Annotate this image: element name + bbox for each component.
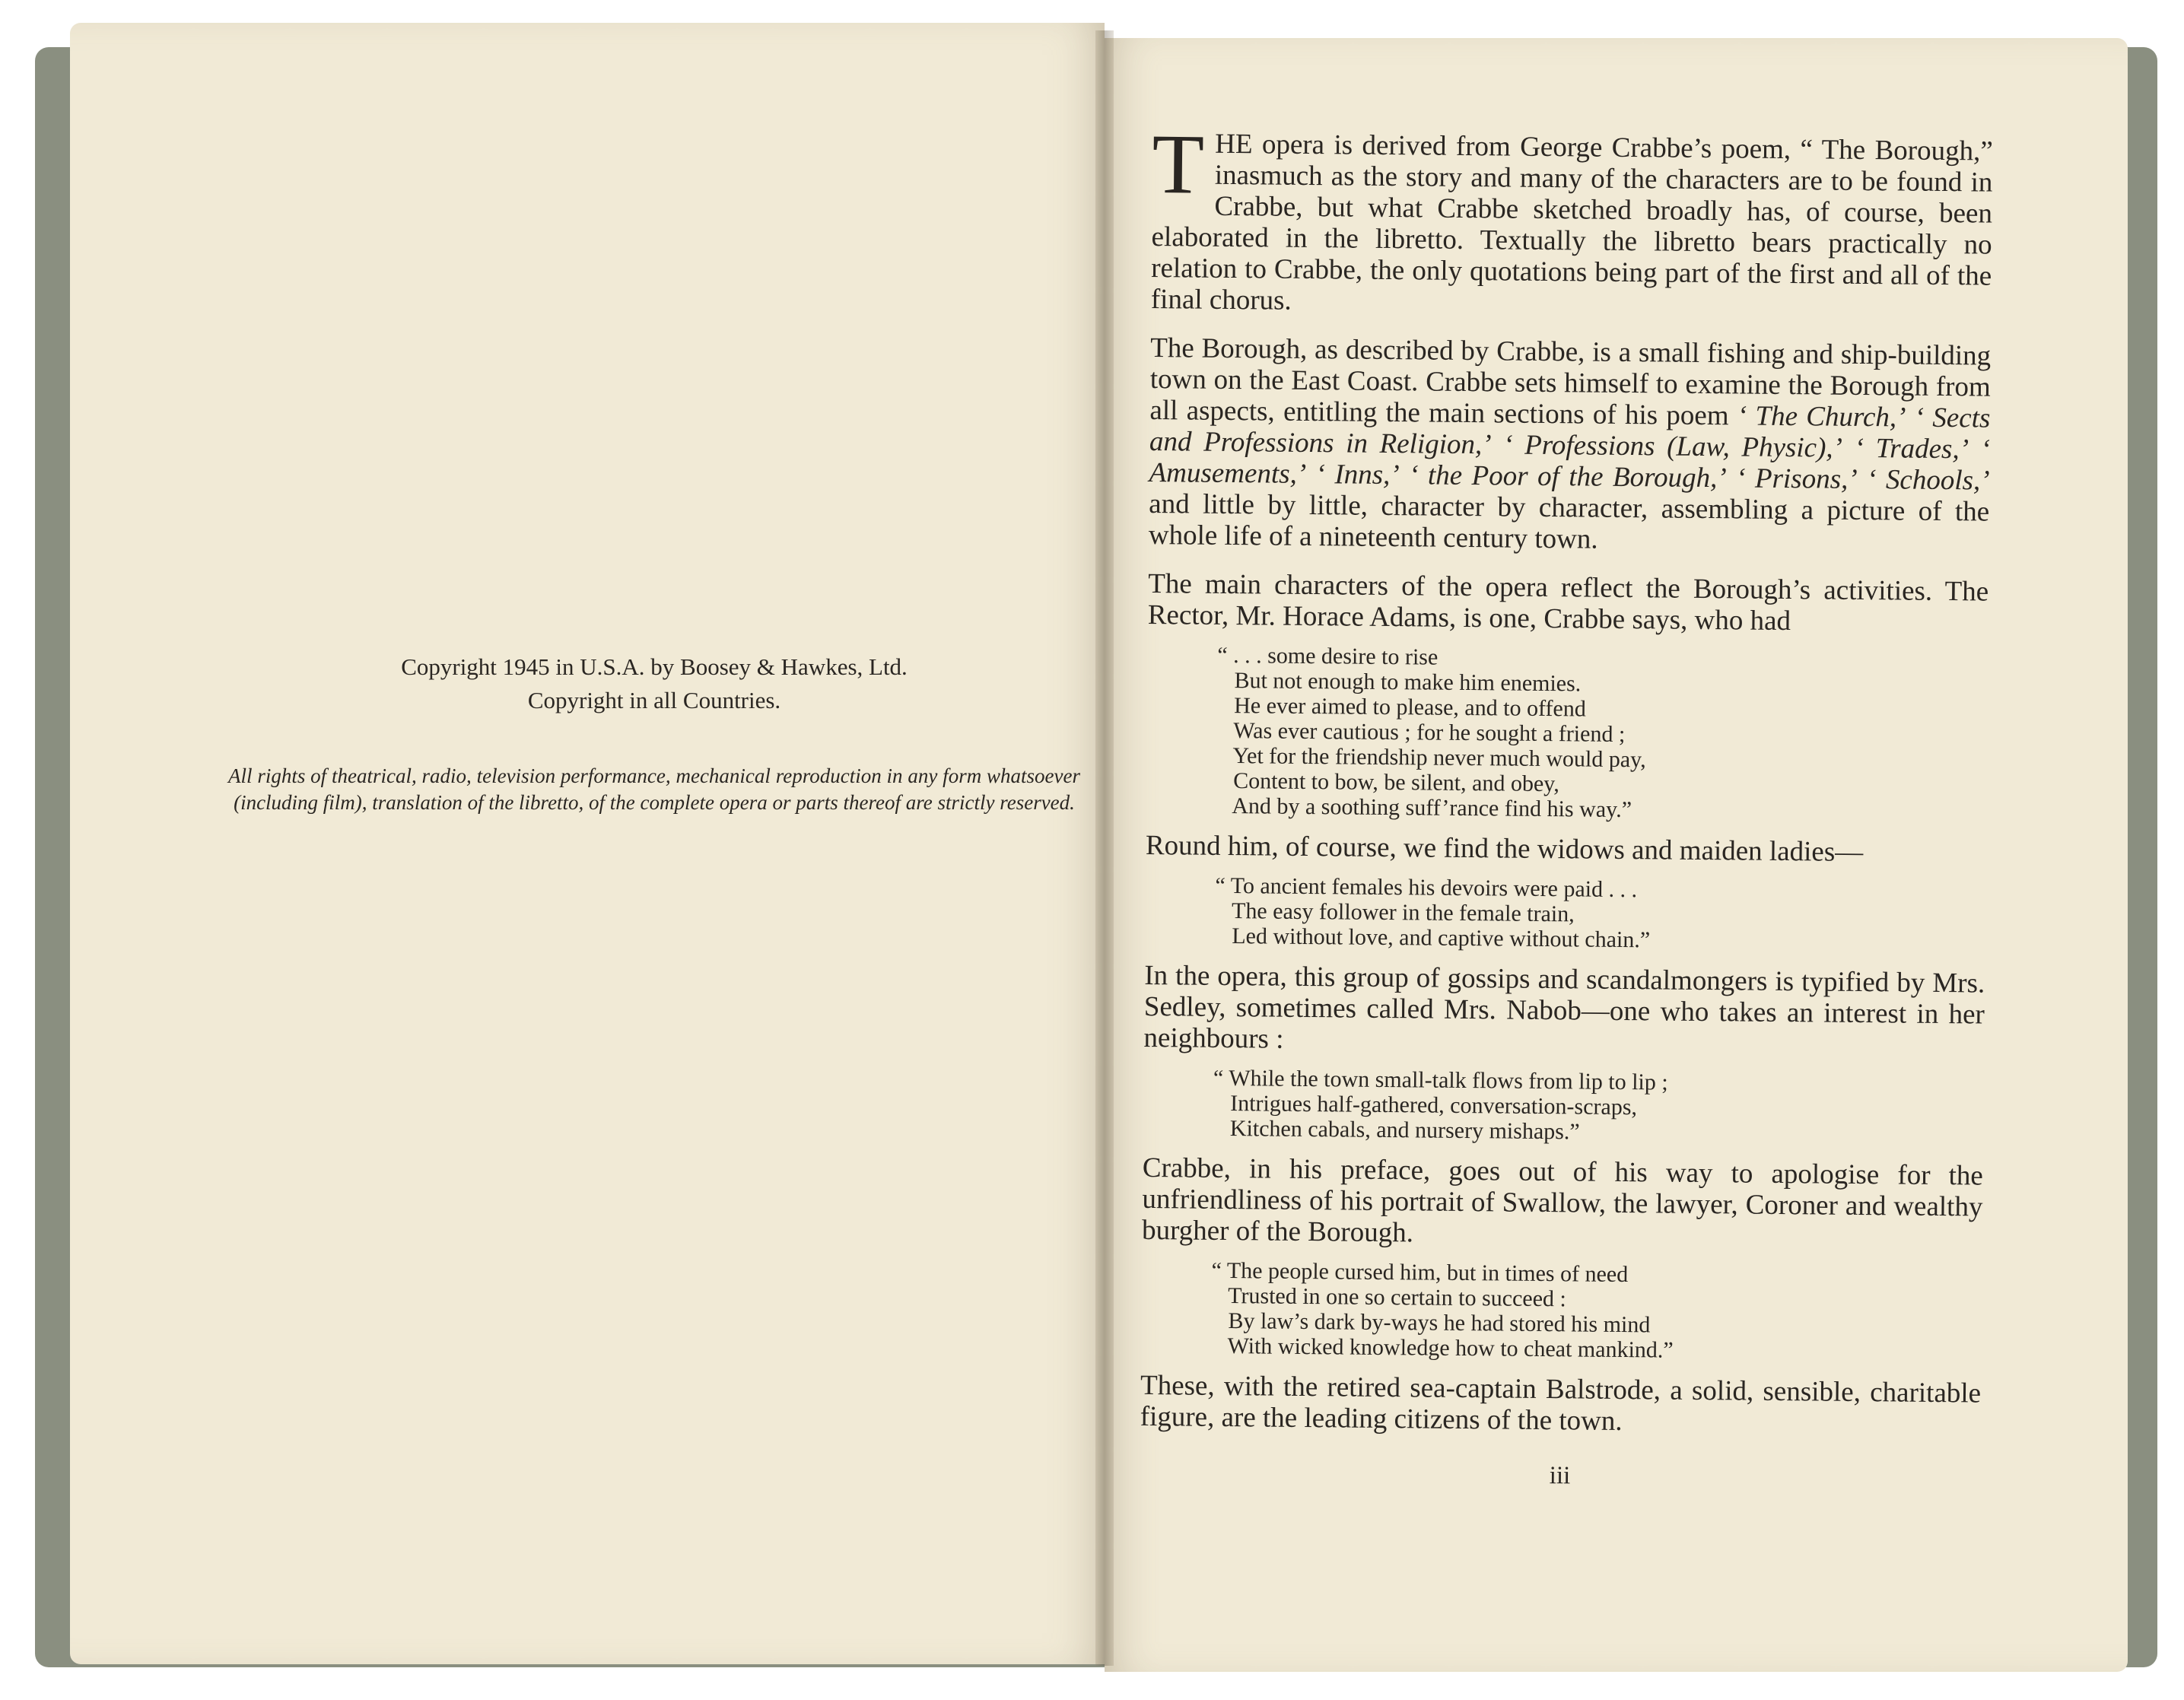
quote-lawyer [1210, 1258, 1982, 1366]
quote-line: “ . . . some desire to rise [1217, 642, 1439, 670]
quote-line: “ While the town small-talk flows from lip to lip ; [1213, 1065, 1668, 1095]
poem-section: ‘ Inns,’ [1315, 459, 1400, 491]
quote-line: With wicked knowledge how to cheat mankind.” [1210, 1333, 1674, 1363]
quote-smalltalk [1213, 1066, 1984, 1149]
quote-line: And by a soothing suff’rance find his way.” [1216, 793, 1632, 823]
paragraph-gossips: In the opera, this group of gossips and scandalmongers is typified by Mrs. Sedley, sometimes called Mrs. Nabob—one who takes an interest in her neighbours : [1143, 959, 1985, 1055]
poem-section: ‘ Amusements,’ [1149, 434, 1991, 490]
paragraph-intro [1150, 117, 1993, 323]
left-page [70, 23, 1105, 1664]
poem-section: ‘ The Church,’ [1737, 400, 1906, 434]
drop-cap: T [1151, 117, 1205, 212]
paragraph-swallow: Crabbe, in his preface, goes out of his way to apologise for the unfriendliness of his portrait of Swallow, the lawyer, Coroner and wealthy burgher of the Borough. [1141, 1152, 1984, 1249]
quote-line: The easy follower in the female train, [1214, 898, 1575, 927]
quote-females [1215, 873, 1986, 956]
rights-notice: All rights of theatrical, radio, television performance, mechanical reproduction in any form whatsoever (including film), translation of the libretto, of the complete opera or parts thereof are strictly reserved. [228, 764, 1080, 814]
quote-line: Led without love, and captive without chain.” [1214, 923, 1651, 953]
poem-section: ‘ Schools,’ [1866, 464, 1990, 497]
page-number: iii [1549, 1462, 1571, 1490]
poem-section: ‘ Prisons,’ [1736, 462, 1858, 495]
paragraph-balstrode: These, with the retired sea-captain Balstrode, a solid, sensible, charitable figure, are the leading citizens of the town. [1140, 1369, 1982, 1438]
paragraph-widows: Round him, of course, we find the widows and maiden ladies— [1145, 829, 1864, 869]
poem-section: ‘ Professions (Law, Physic),’ [1503, 429, 1843, 464]
quote-line: Content to bow, be silent, and obey, [1216, 767, 1559, 797]
quote-line: Trusted in one so certain to succeed : [1211, 1282, 1566, 1312]
quote-line: Yet for the friendship never much would pay, [1216, 742, 1646, 773]
book-gutter [1095, 30, 1114, 1666]
poem-section: ‘ the Poor of the Borough,’ [1409, 459, 1727, 494]
quote-line: “ To ancient females his devoirs were paid . . . [1215, 872, 1638, 903]
copyright-countries-line: Copyright in all Countries. [527, 687, 781, 713]
quote-line: But not enough to make him enemies. [1216, 667, 1582, 697]
quote-line: Was ever cautious ; for he sought a friend ; [1216, 717, 1626, 747]
quote-line: By law’s dark by-ways he had stored his mind [1210, 1308, 1651, 1338]
quote-line: Intrigues half-gathered, conversation-scraps, [1213, 1090, 1638, 1120]
quote-rector [1216, 643, 1988, 826]
copyright-line: Copyright 1945 in U.S.A. by Boosey & Hawkes, Ltd. [401, 653, 908, 680]
paragraph-borough-text: The Borough, as described by Crabbe, is a small fishing and ship-building town on the East Coast. Crabbe sets himself to examine the Borough from all aspects, entitling the main sections of his poem [1149, 332, 1992, 432]
copyright-block [228, 650, 1080, 816]
quote-line: Kitchen cabals, and nursery mishaps.” [1213, 1115, 1580, 1145]
poem-section: ‘ Trades,’ [1854, 432, 1969, 466]
paragraph-characters: The main characters of the opera reflect the Borough’s activities. The Rector, Mr. Horace Adams, is one, Crabbe says, who had [1147, 567, 1989, 637]
paragraph-intro-text: HE opera is derived from George Crabbe’s poem, “ The Borough,” inasmuch as the story and many of the characters are to be found in Crabbe, but what Crabbe sketched broadly has, of course, been elaborated in the libretto. Textually the libretto bears practically no relation to Crabbe, the only quotations being part of the first and all of the final chorus. [1150, 128, 1993, 316]
poem-section: ‘ Sects and Professions in Religion,’ [1149, 402, 1991, 461]
quote-line: He ever aimed to please, and to offend [1216, 692, 1586, 722]
quote-line: “ The people cursed him, but in times of need [1211, 1257, 1629, 1288]
page-text [1140, 117, 1993, 1495]
paragraph-borough-tail: and little by little, character by character, assembling a picture of the whole life of a nineteenth century town. [1148, 488, 1990, 555]
paragraph-borough [1149, 332, 1992, 559]
